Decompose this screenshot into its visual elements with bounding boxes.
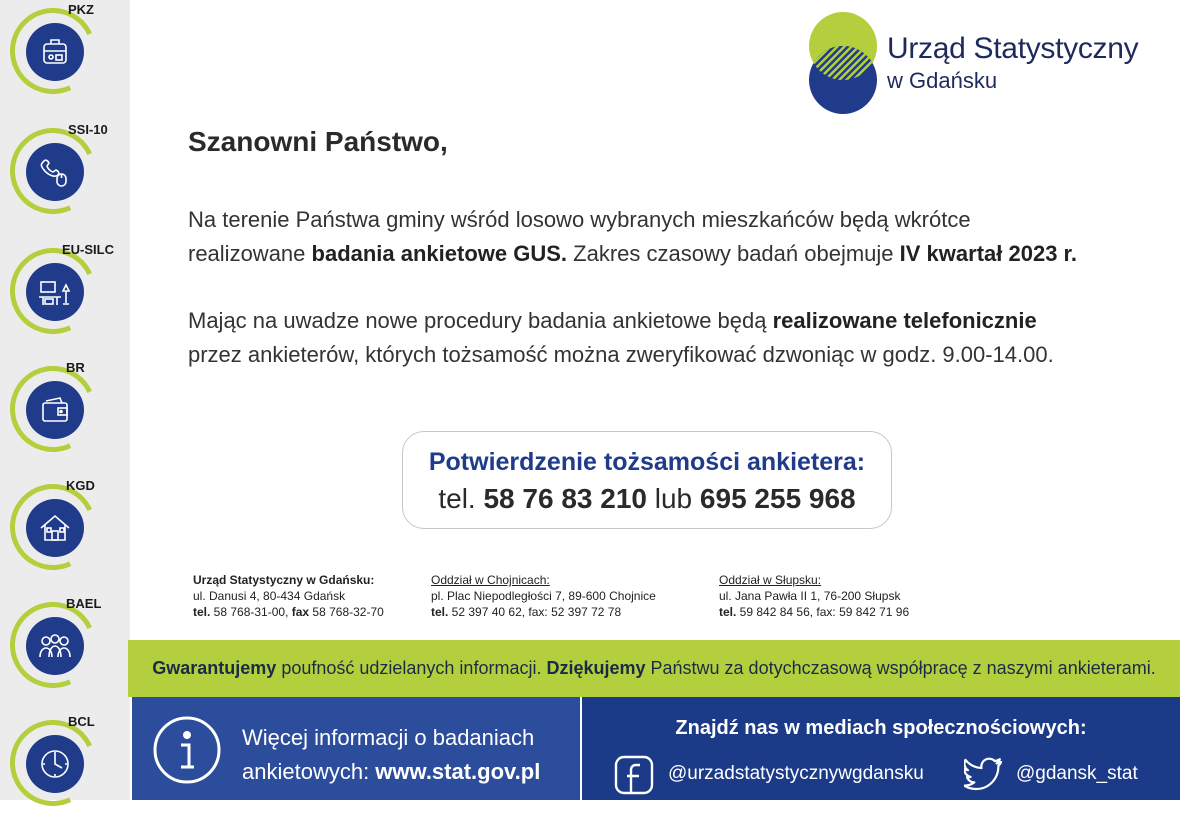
twitter-icon[interactable] [964, 757, 1004, 791]
contact-address: pl. Plac Niepodległości 7, 89-600 Chojnice [431, 589, 656, 603]
contact-title: Oddział w Chojnicach: [431, 573, 550, 587]
survey-item-br [0, 358, 130, 476]
verification-phones: tel. 58 76 83 210 lub 695 255 968 [438, 483, 856, 514]
survey-item-ssi10 [0, 120, 130, 238]
survey-label: KGD [66, 478, 95, 493]
paragraph-2 [188, 304, 1054, 372]
phone-number-landline[interactable]: 58 76 83 210 [483, 483, 647, 514]
survey-label: EU-SILC [62, 242, 114, 257]
home-office-icon [37, 275, 73, 309]
logo-mark-icon [803, 12, 883, 114]
paragraph-line: Na terenie Państwa gminy wśród losowo wybranych mieszkańców będą wkrótce [188, 207, 971, 232]
survey-label: PKZ [68, 2, 94, 17]
survey-label: BR [66, 360, 85, 375]
survey-item-pkz [0, 0, 130, 118]
wallet-icon [38, 393, 72, 427]
paragraph-line: Mając na uwadze nowe procedury badania ankietowe będą realizowane telefonicznie [188, 308, 1037, 333]
info-icon [152, 715, 222, 785]
phone-number-mobile[interactable]: 695 255 968 [699, 483, 856, 514]
website-link[interactable]: www.stat.gov.pl [375, 759, 541, 784]
verification-title: Potwierdzenie tożsamości ankietera: [428, 448, 866, 476]
contact-gdansk [193, 572, 384, 620]
social-panel [582, 697, 1180, 800]
clock-icon [37, 746, 73, 782]
contact-chojnice [431, 572, 656, 620]
luggage-icon [38, 35, 72, 69]
logo-title: Urząd Statystyczny [887, 32, 1139, 65]
confidentiality-banner: Gwarantujemy poufność udzielanych informacji. Dziękujemy Państwu za dotychczasową współpracę z naszymi ankieterami. [128, 640, 1180, 697]
survey-label: BCL [68, 714, 95, 729]
survey-mode: realizowane telefonicznie [772, 308, 1037, 333]
twitter-handle[interactable]: @gdansk_stat [1016, 763, 1138, 784]
survey-item-eusilc [0, 240, 130, 358]
survey-sidebar [0, 0, 130, 800]
facebook-handle[interactable]: @urzadstatystycznywgdansku [668, 763, 924, 784]
contact-address: ul. Jana Pawła II 1, 76-200 Słupsk [719, 589, 901, 603]
contact-phone: tel. 58 768-31-00, fax 58 768-32-70 [193, 605, 384, 619]
contact-address: ul. Danusi 4, 80-434 Gdańsk [193, 589, 346, 603]
survey-item-kgd [0, 476, 130, 594]
verification-box [402, 431, 892, 529]
contact-title: Urząd Statystyczny w Gdańsku: [193, 573, 375, 587]
survey-item-bcl [0, 712, 130, 830]
survey-label: BAEL [66, 596, 102, 611]
survey-name: badania ankietowe GUS. [311, 241, 568, 266]
facebook-icon[interactable] [614, 755, 654, 795]
contact-phone: tel. 52 397 40 62, fax: 52 397 72 78 [431, 605, 622, 619]
contact-title: Oddział w Słupsku: [719, 573, 822, 587]
people-icon [37, 629, 73, 663]
survey-label: SSI-10 [68, 122, 108, 137]
survey-period: IV kwartał 2023 r. [899, 241, 1077, 266]
contact-phone: tel. 59 842 84 56, fax: 59 842 71 96 [719, 605, 910, 619]
info-panel [132, 697, 580, 800]
survey-item-bael [0, 594, 130, 712]
paragraph-1 [188, 203, 1077, 271]
phone-mouse-icon [38, 155, 72, 189]
paragraph-line: przez ankieterów, których tożsamość można zweryfikować dzwoniąc w godz. 9.00-14.00. [188, 342, 1054, 367]
info-text: Więcej informacji o badaniach ankietowych: www.stat.gov.pl [242, 725, 541, 784]
contact-slupsk [719, 572, 909, 620]
greeting: Szanowni Państwo, [188, 126, 448, 157]
house-icon [38, 511, 72, 545]
paragraph-line: realizowane badania ankietowe GUS. Zakres czasowy badań obejmuje IV kwartał 2023 r. [188, 241, 1077, 266]
logo-subtitle: w Gdańsku [887, 68, 998, 93]
logo [803, 12, 1153, 114]
social-title: Znajdź nas w mediach społecznościowych: [675, 717, 1087, 739]
